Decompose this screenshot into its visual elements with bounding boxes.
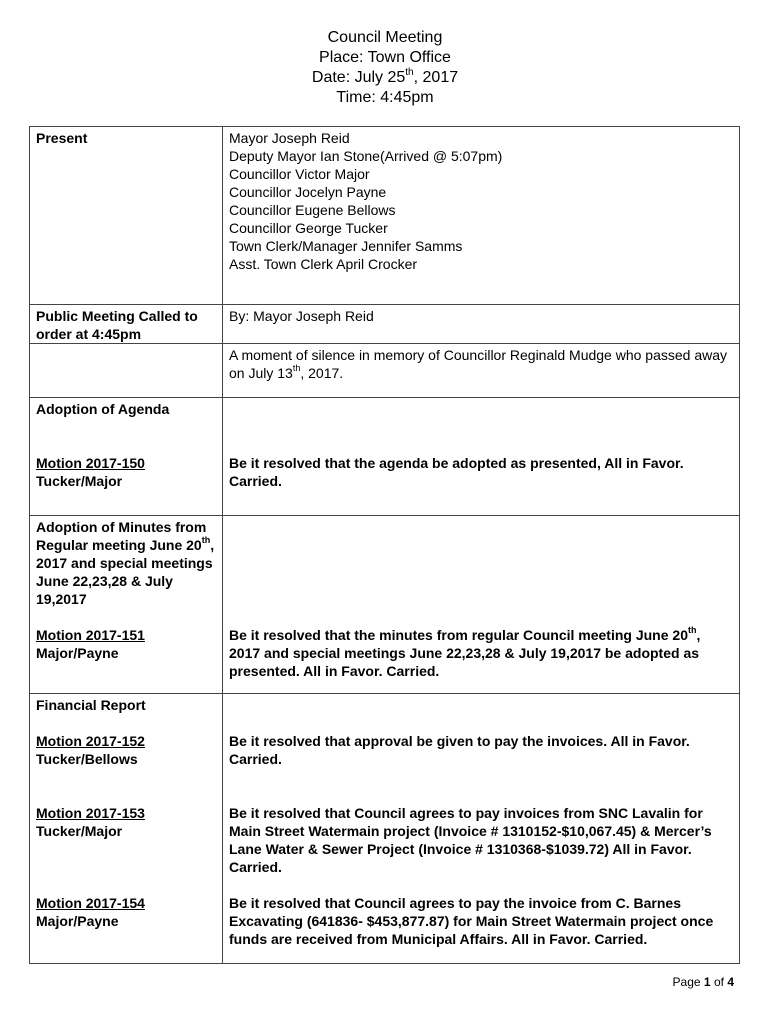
called-label: Public Meeting Called to order at 4:45pm bbox=[30, 305, 223, 344]
motion-number: Motion 2017-152 bbox=[36, 733, 145, 749]
financial-resolution-cell bbox=[223, 694, 740, 964]
meeting-title: Council Meeting bbox=[327, 29, 443, 46]
document-header bbox=[0, 28, 770, 108]
minutes-label: Adoption of Minutes from Regular meeting June 20th, 2017 and special meetings June 22,23,28 & July 19,2017 bbox=[36, 519, 215, 607]
minutes-table bbox=[29, 126, 740, 964]
present-members bbox=[223, 127, 740, 305]
called-value: By: Mayor Joseph Reid bbox=[223, 305, 740, 344]
list-item: Councillor George Tucker bbox=[229, 220, 388, 236]
list-item: Councillor Eugene Bellows bbox=[229, 202, 396, 218]
agenda-label: Adoption of Agenda bbox=[36, 401, 170, 417]
agenda-resolution-cell bbox=[223, 398, 740, 516]
meeting-date: Date: July 25th, 2017 bbox=[311, 66, 459, 86]
silence-text: A moment of silence in memory of Councillor Reginald Mudge who passed away on July 13th, 2017. bbox=[223, 344, 740, 398]
list-item: Deputy Mayor Ian Stone(Arrived @ 5:07pm) bbox=[229, 148, 503, 164]
financial-cell bbox=[30, 694, 223, 964]
minutes-cell bbox=[30, 516, 223, 694]
list-item: Councillor Victor Major bbox=[229, 166, 370, 182]
motion-movers: Tucker/Major bbox=[36, 473, 123, 489]
meeting-place: Place: Town Office bbox=[319, 49, 451, 66]
agenda-cell bbox=[30, 398, 223, 516]
present-label: Present bbox=[30, 127, 223, 305]
motion-number: Motion 2017-153 bbox=[36, 805, 145, 821]
table-row bbox=[30, 398, 740, 516]
motion-text: Be it resolved that the agenda be adopted as presented, All in Favor. Carried. bbox=[229, 455, 684, 489]
table-row bbox=[30, 694, 740, 964]
motion-text: Be it resolved that Council agrees to pay invoices from SNC Lavalin for Main Street Watermain project (Invoice # 1310152-$10,067.45) & Mercer’s Lane Water & Sewer Project (Invoice # 1310368-$1039.72) All in Favor. Carried. bbox=[229, 805, 712, 875]
list-item: Councillor Jocelyn Payne bbox=[229, 184, 387, 200]
motion-number: Motion 2017-154 bbox=[36, 895, 145, 911]
meeting-time: Time: 4:45pm bbox=[336, 89, 434, 106]
motion-movers: Major/Payne bbox=[36, 645, 119, 661]
motion-text: Be it resolved that approval be given to pay the invoices. All in Favor. Carried. bbox=[229, 733, 690, 767]
empty-cell bbox=[30, 344, 223, 398]
list-item: Mayor Joseph Reid bbox=[229, 130, 350, 146]
table-row bbox=[30, 516, 740, 694]
minutes-resolution-cell bbox=[223, 516, 740, 694]
motion-text: Be it resolved that the minutes from regular Council meeting June 20th, 2017 and special meetings June 22,23,28 & July 19,2017 be adopted as presented. All in Favor. Carried. bbox=[229, 625, 701, 679]
page-number: Page 1 of 4 bbox=[672, 975, 734, 989]
motion-movers: Tucker/Major bbox=[36, 823, 123, 839]
table-row bbox=[30, 344, 740, 398]
table-row bbox=[30, 305, 740, 344]
motion-number: Motion 2017-151 bbox=[36, 627, 145, 643]
list-item: Town Clerk/Manager Jennifer Samms bbox=[229, 238, 463, 254]
motion-text: Be it resolved that Council agrees to pay the invoice from C. Barnes Excavating (641836- $453,877.87) for Main Street Watermain project once funds are received from Municipal Affairs. All in Favor. Carried. bbox=[229, 895, 714, 947]
motion-movers: Tucker/Bellows bbox=[36, 751, 138, 767]
table-row bbox=[30, 127, 740, 305]
motion-number: Motion 2017-150 bbox=[36, 455, 145, 471]
list-item: Asst. Town Clerk April Crocker bbox=[229, 256, 418, 272]
financial-label: Financial Report bbox=[36, 697, 146, 713]
motion-movers: Major/Payne bbox=[36, 913, 119, 929]
